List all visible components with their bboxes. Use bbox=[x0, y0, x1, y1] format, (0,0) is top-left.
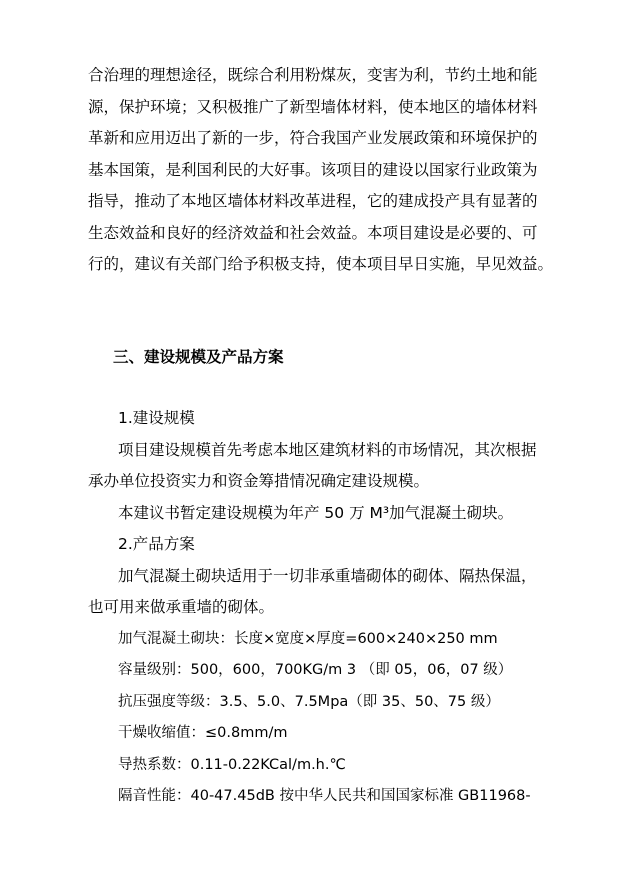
paragraph-line: 革新和应用迈出了新的一步，符合我国产业发展政策和环境保护的 bbox=[88, 129, 538, 147]
paragraph-line: 源，保护环境；又积极推广了新型墙体材料，使本地区的墙体材料 bbox=[88, 97, 538, 116]
paragraph-line: 也可用来做承重墙的砌体。 bbox=[88, 598, 275, 616]
intro-paragraph bbox=[88, 60, 554, 281]
paragraph-line: 指导，推动了本地区墙体材料改革进程，它的建成投产具有显著的 bbox=[88, 192, 538, 210]
paragraph-line: 本建议书暂定建设规模为年产 50 万 M³加气混凝土砌块。 bbox=[118, 503, 514, 522]
subsection-title: 1.建设规模 bbox=[118, 409, 195, 427]
section-heading: 三、建设规模及产品方案 bbox=[113, 348, 284, 366]
spec-line: 加气混凝土砌块：长度×宽度×厚度=600×240×250 mm bbox=[118, 630, 498, 647]
paragraph-line: 加气混凝土砌块适用于一切非承重墙砌体的砌体、隔热保温， bbox=[118, 566, 537, 585]
spec-line: 干燥收缩值：≤0.8mm/m bbox=[118, 725, 288, 741]
spec-line: 导热系数：0.11-0.22KCal/m.h.℃ bbox=[118, 756, 346, 773]
paragraph-line: 项目建设规模首先考虑本地区建筑材料的市场情况，其次根据 bbox=[118, 440, 537, 459]
subsection-title: 2.产品方案 bbox=[118, 535, 195, 553]
section-body bbox=[88, 403, 558, 813]
paragraph-line: 生态效益和良好的经济效益和社会效益。本项目建设是必要的、可 bbox=[88, 223, 538, 242]
paragraph-line: 行的，建议有关部门给予积极支持，使本项目早日实施，早见效益。 bbox=[88, 255, 554, 273]
spec-line: 容量级别：500，600，700KG/m 3 （即 05，06，07 级） bbox=[118, 662, 513, 678]
spec-line: 抗压强度等级：3.5、5.0、7.5Mpa（即 35、50、75 级） bbox=[118, 693, 500, 710]
paragraph-line: 基本国策，是利国利民的大好事。该项目的建设以国家行业政策为 bbox=[88, 160, 538, 179]
paragraph-line: 承办单位投资实力和资金筹措情况确定建设规模。 bbox=[88, 472, 430, 490]
paragraph-line: 合治理的理想途径，既综合利用粉煤灰，变害为利，节约土地和能 bbox=[88, 66, 538, 84]
spec-line: 隔音性能：40-47.45dB 按中华人民共和国国家标准 GB11968- bbox=[118, 788, 531, 804]
